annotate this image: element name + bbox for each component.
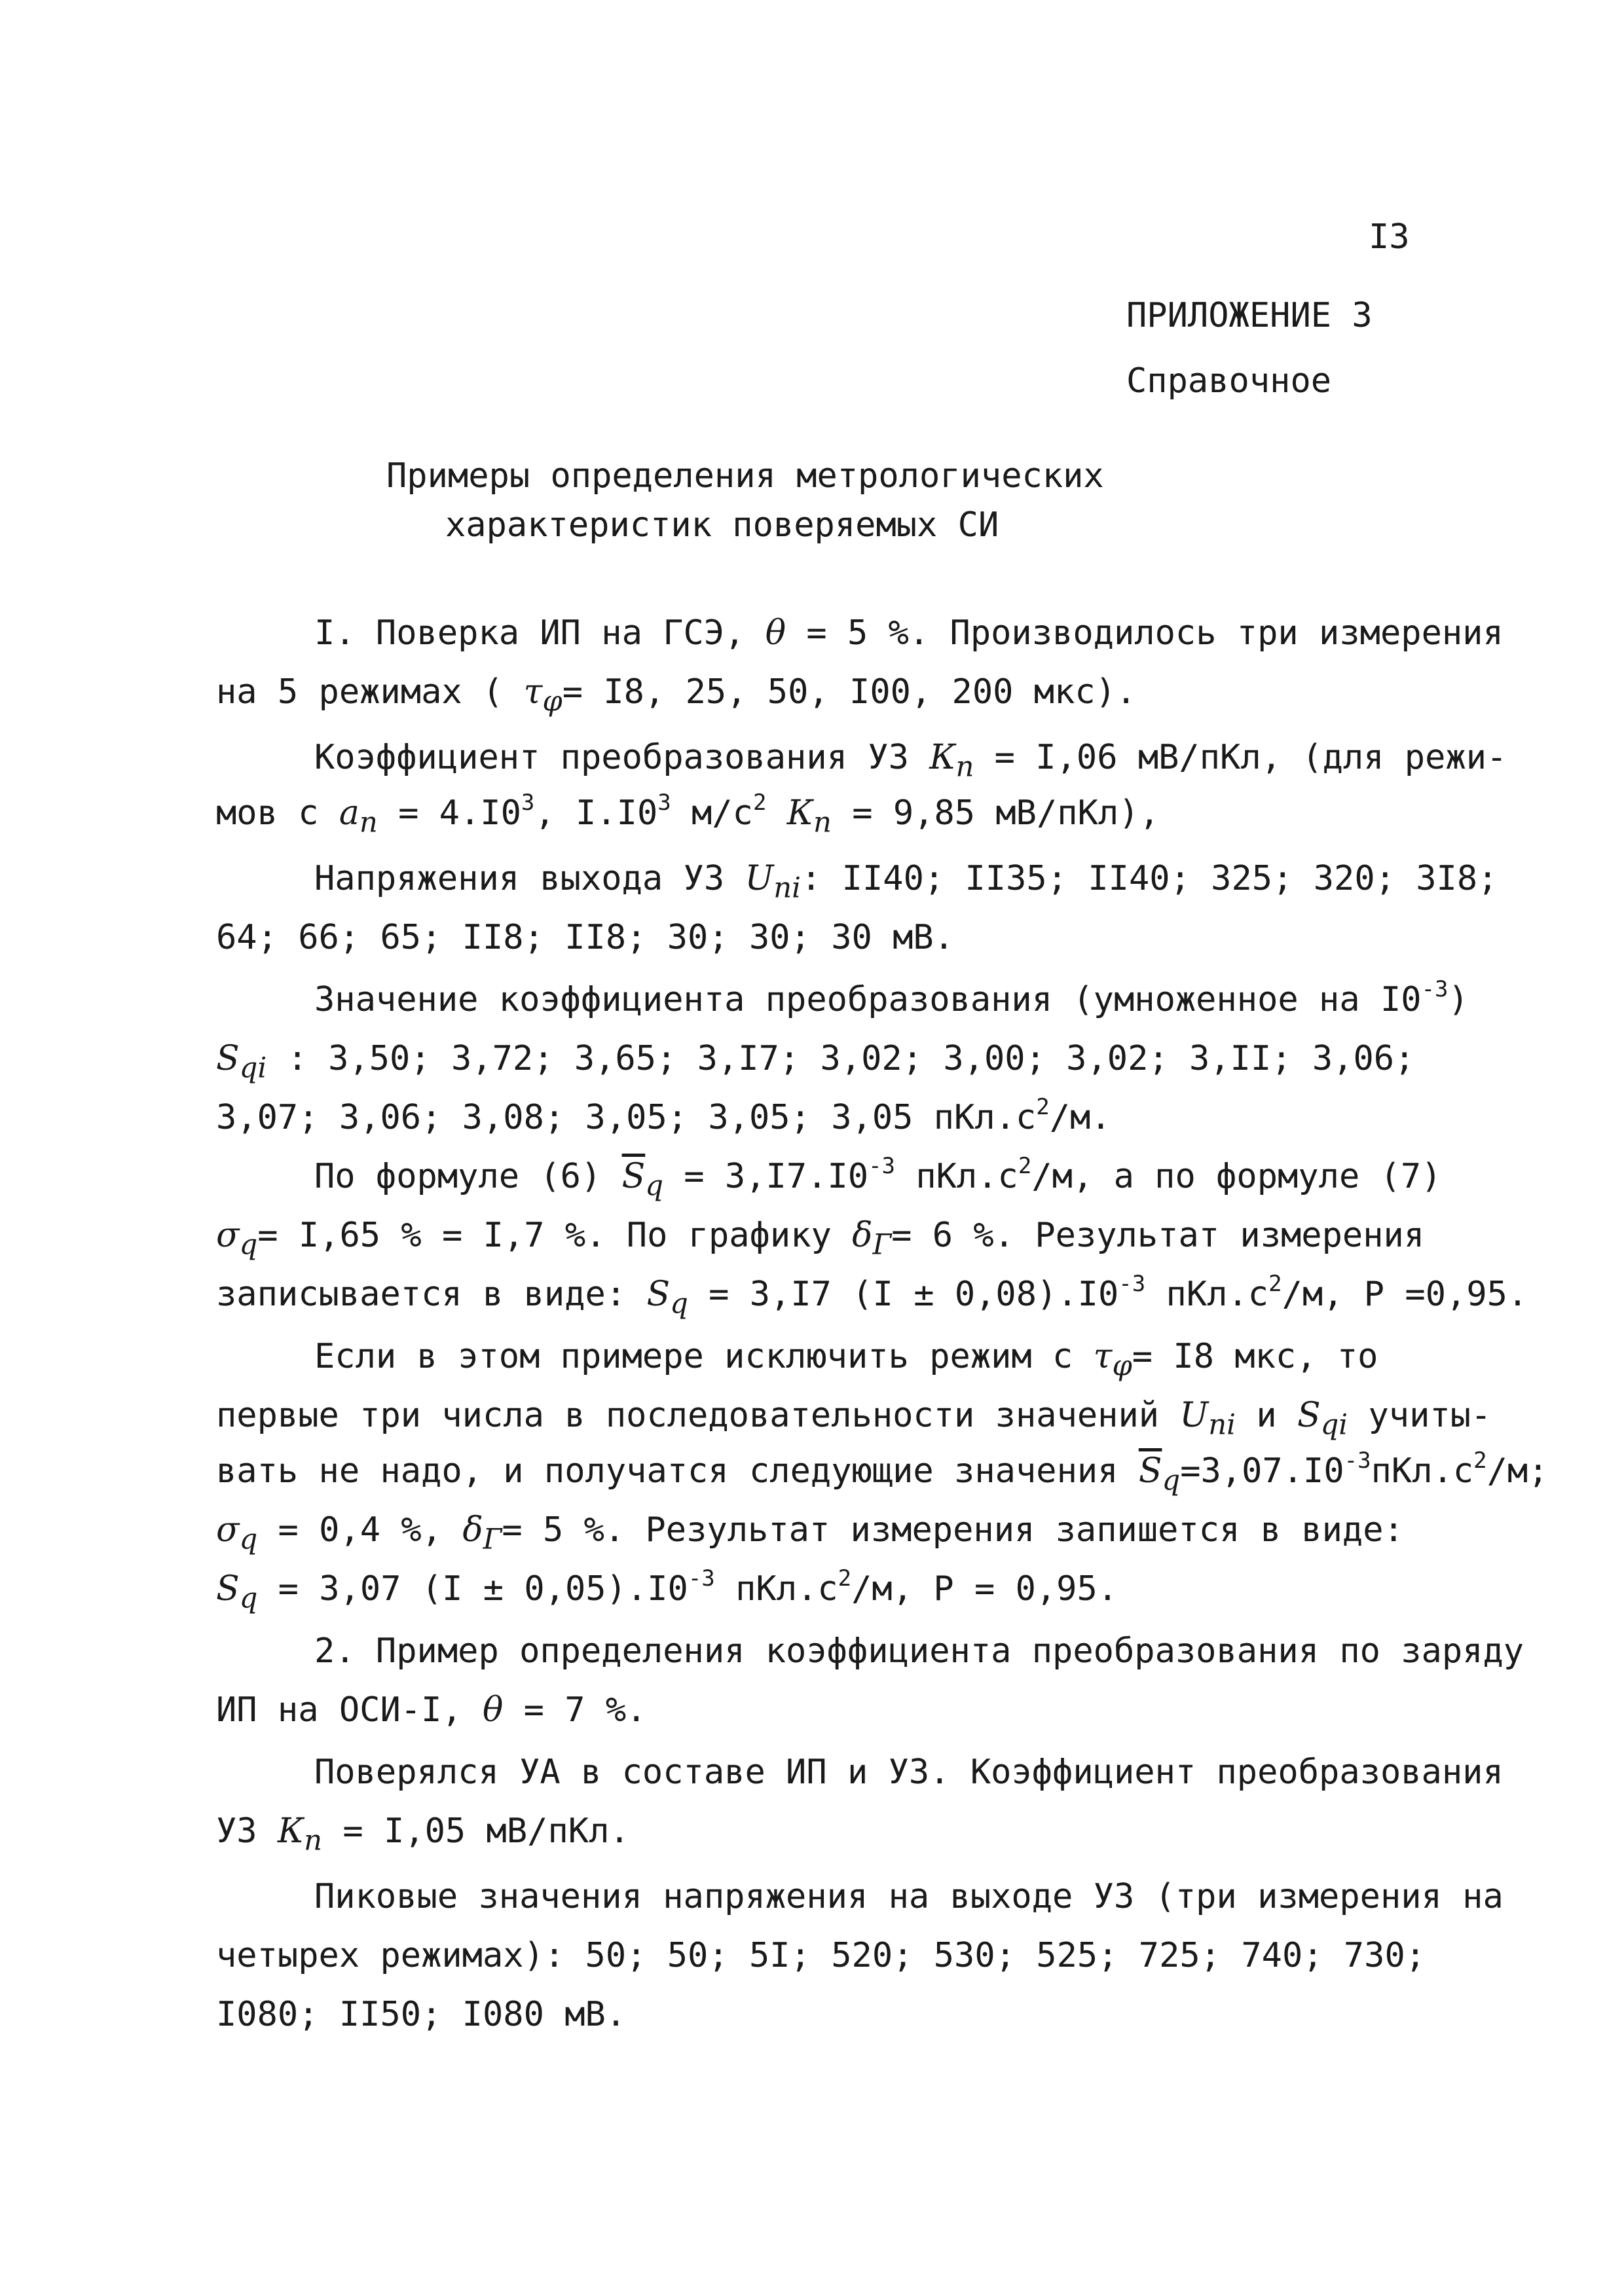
para-line-06: 64; 66; 65; II8; II8; 30; 30; 30 мВ. — [216, 918, 955, 957]
para-line-11: $\sigma_q= I,65$ % = I,7 %. По графику $\delta_Г= 6$ %. Результат измерения — [216, 1216, 1425, 1262]
para-line-13: Если в этом примере исключить режим с $\tau_\varphi= I8$ мкс, то — [314, 1337, 1378, 1383]
title-line-1: Примеры определения метрологических — [386, 456, 1104, 496]
para-line-09: 3,07; 3,06; 3,08; 3,05; 3,05; 3,05 $пКл.с^2/м$. — [216, 1094, 1111, 1137]
para-line-22: Пиковые значения напряжения на выходе УЗ (три измерения на — [314, 1877, 1504, 1916]
appendix-heading: ПРИЛОЖЕНИЕ 3 — [1126, 296, 1373, 335]
para-line-14: первые три числа в последовательности значений $U_{пi}$ и $S_{qi}$ учиты- — [216, 1396, 1492, 1442]
para-line-18: 2. Пример определения коэффициента преобразования по заряду — [314, 1631, 1524, 1671]
para-line-03: Коэффициент преобразования УЗ $К_п = I,06$ мВ/пКл, (для режи- — [314, 738, 1507, 784]
para-line-21: УЗ $К_п = I,05$ мВ/пКл. — [216, 1812, 630, 1857]
para-line-20: Поверялся УА в составе ИП и УЗ. Коэффициент преобразования — [314, 1753, 1504, 1792]
para-line-16: $\sigma_q = 0,4$ %, $\delta_Г= 5$ %. Результат измерения запишется в виде: — [216, 1510, 1404, 1556]
para-line-12: записывается в виде: $S_q = 3,I7$ $(I \pm 0,08).I0^{-3}$ $пКл.с^2/м$, P =0,95. — [216, 1271, 1528, 1321]
title-line-2: характеристик поверяемых СИ — [445, 505, 999, 545]
appendix-type: Справочное — [1126, 361, 1332, 401]
para-line-19: ИП на ОСИ-I, θ = 7 %. — [216, 1690, 647, 1730]
para-line-24: I080; II50; I080 мВ. — [216, 1995, 627, 2034]
para-line-10: По формуле (6) $\overline{S}_q = 3,I7.I0^{-3}$ $пКл.с^2/м$, а по формуле (7) — [314, 1153, 1442, 1203]
para-line-08: $S_{qi}$ : 3,50; 3,72; 3,65; 3,I7; 3,02; 3,00; 3,02; 3,II; 3,06; — [216, 1039, 1415, 1085]
para-line-17: $S_q = 3,07$ $(I \pm 0,05).I0^{-3}$ $пКл.с^2/м$, P = 0,95. — [216, 1565, 1118, 1615]
para-line-07: Значение коэффициента преобразования (умноженное на $I0^{-3}$) — [314, 976, 1469, 1019]
para-line-04: мов с $a_п = 4.I0^3$, $I.I0^3$ $м/с^2$ $К_п = 9,85$ мВ/пКл), — [216, 790, 1160, 839]
para-line-15: вать не надо, и получатся следующие значения $\overline{S}_q=3,07.I0^{-3}пКл.с^2/м$; — [216, 1448, 1549, 1497]
para-line-23: четырех режимах): 50; 50; 5I; 520; 530; 525; 725; 740; 730; — [216, 1936, 1426, 1975]
para-line-02: на 5 режимах ( $\tau_\varphi= I8$, 25, 50, I00, 200 мкс). — [216, 672, 1137, 718]
para-line-01: I. Поверка ИП на ГСЭ, θ = 5 %. Производилось три измерения — [314, 613, 1504, 653]
para-line-05: Напряжения выхода УЗ $U_{пi}$: II40; II35; II40; 325; 320; 3I8; — [314, 859, 1498, 905]
page-number: I3 — [1369, 217, 1410, 257]
